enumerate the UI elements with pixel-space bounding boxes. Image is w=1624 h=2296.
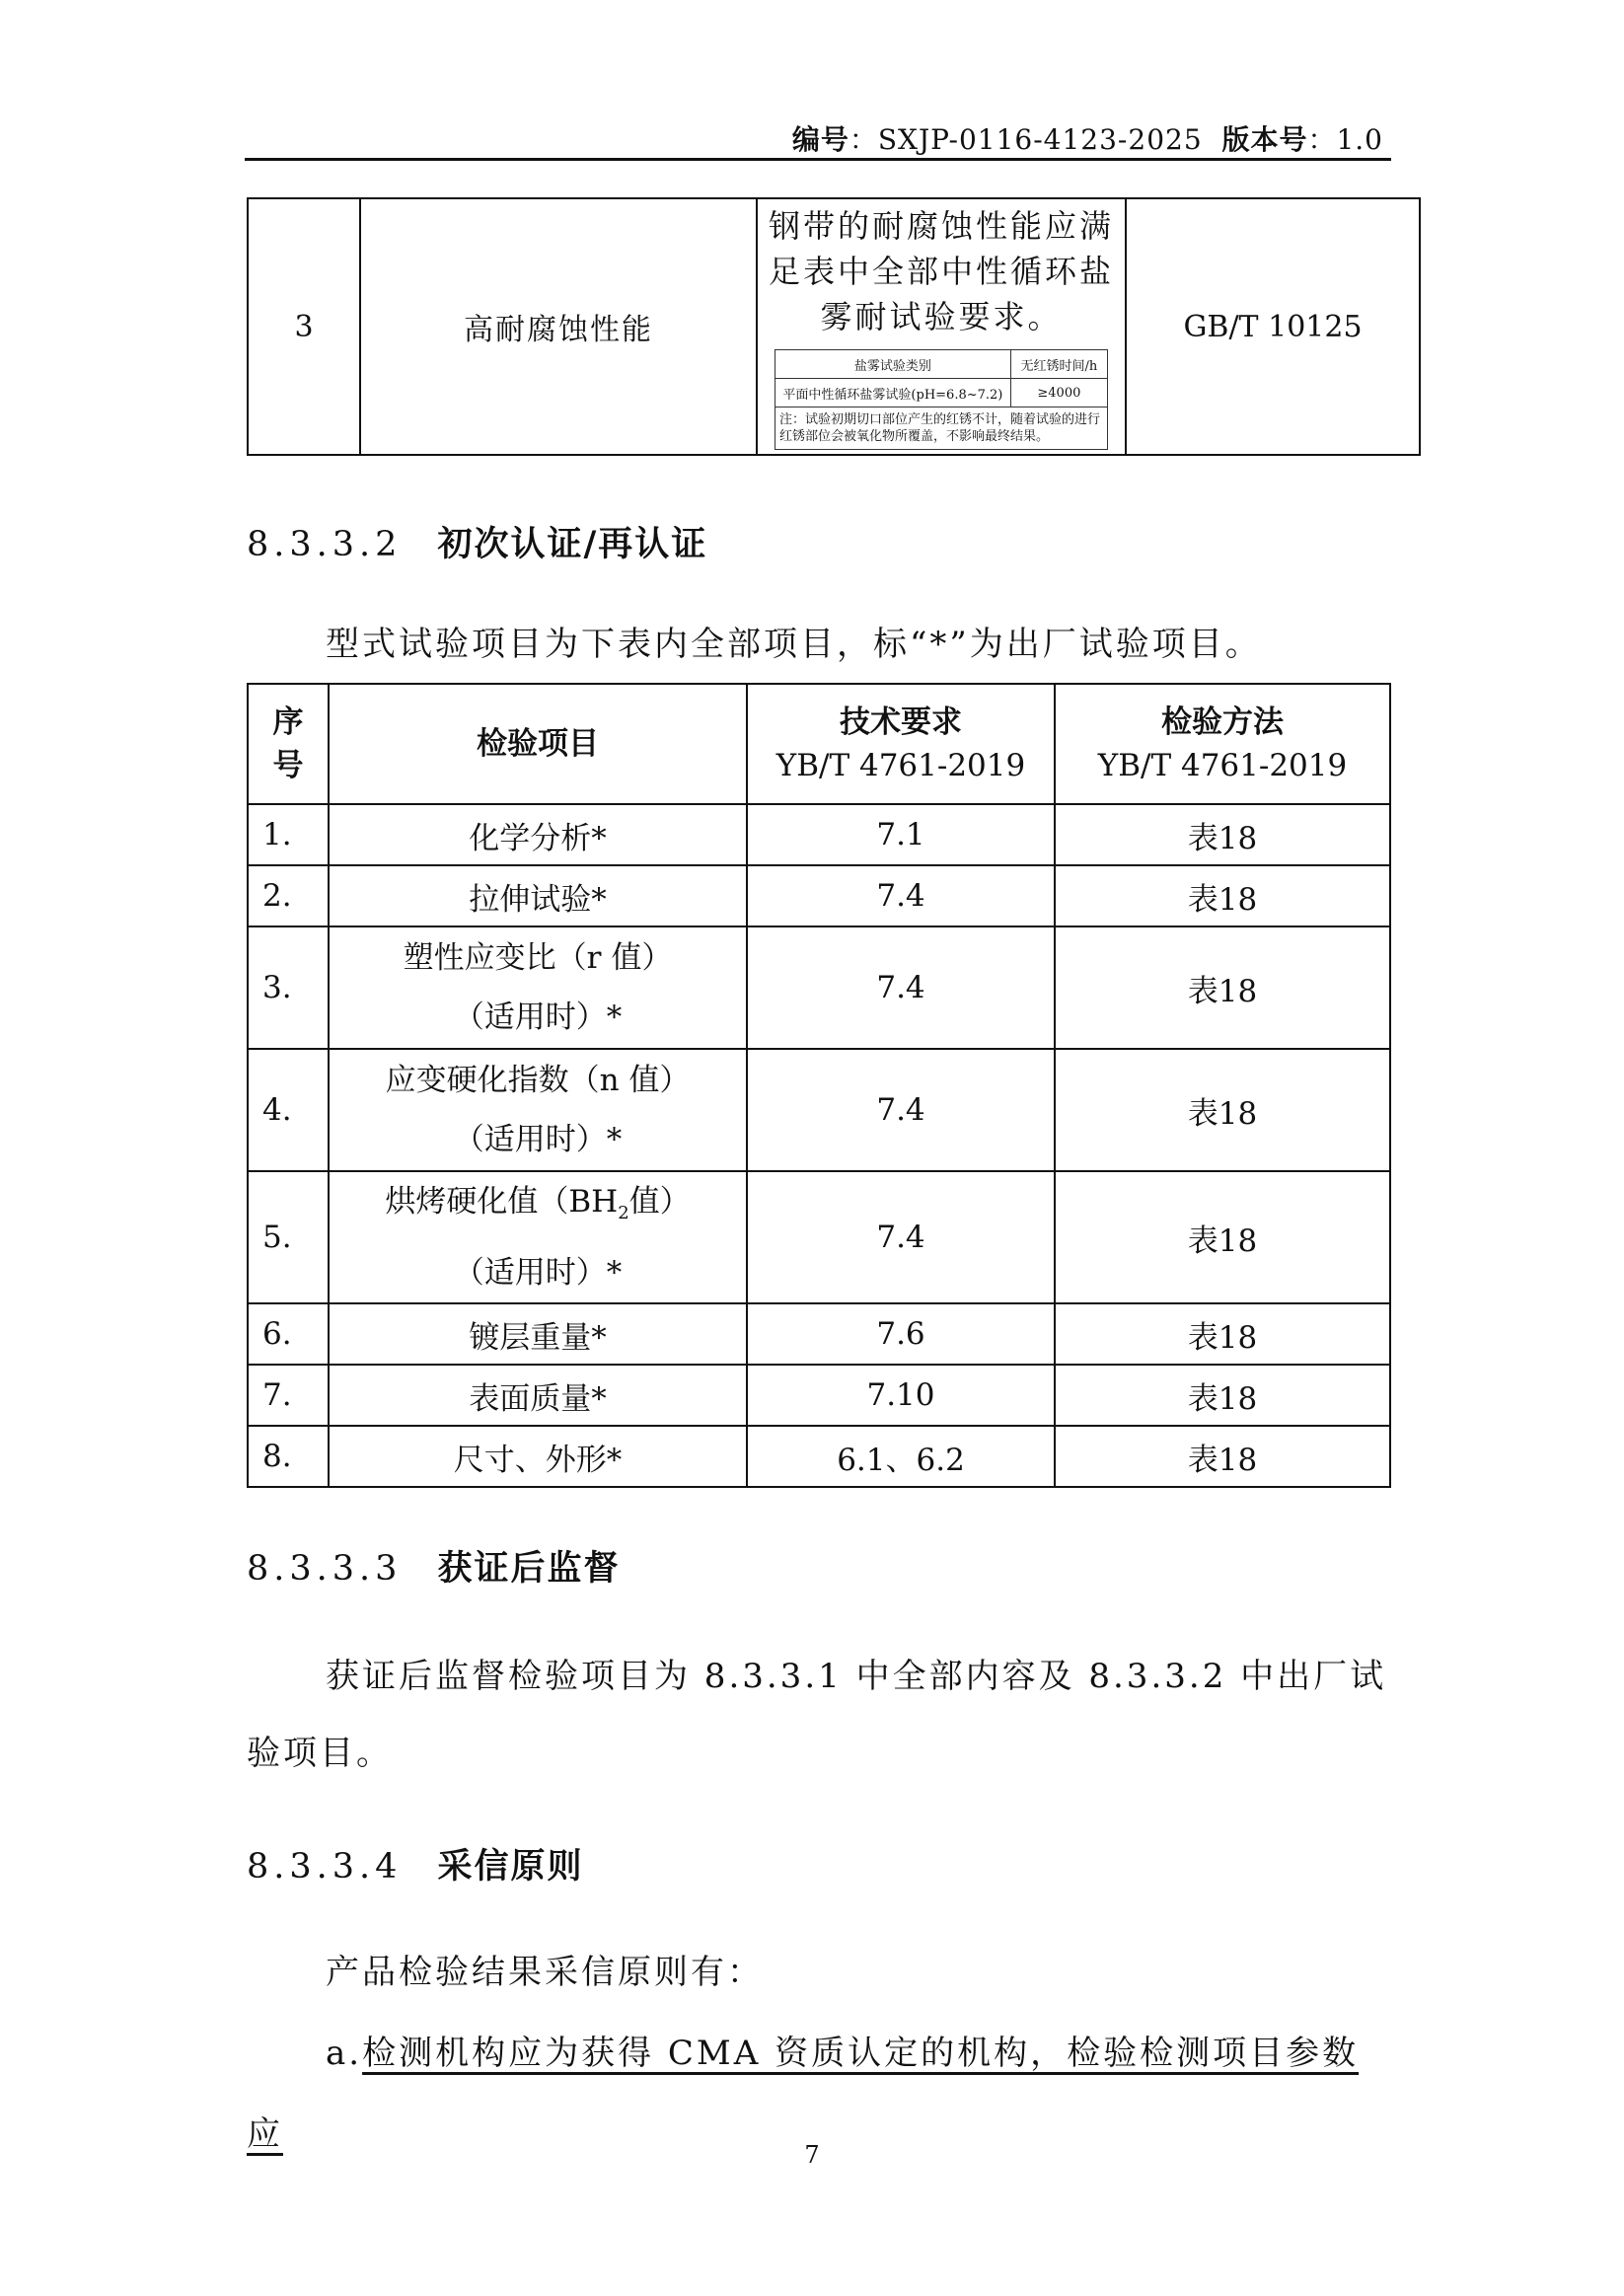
- item-a-text: 检测机构应为获得 CMA 资质认定的机构，检验检测项目参数应: [247, 2034, 1360, 2154]
- row-method: 表18: [1055, 1049, 1390, 1171]
- requirement-text: 钢带的耐腐蚀性能应满足表中全部中性循环盐雾耐试验要求。: [768, 207, 1114, 335]
- table-row: [248, 865, 1390, 926]
- section-8-3-3-3: [247, 1541, 620, 1591]
- table-row: [248, 1171, 1390, 1303]
- row-item: 化学分析*: [329, 804, 747, 865]
- mini-row-value: ≥4000: [1010, 379, 1107, 407]
- row-item-line2: （适用时）*: [453, 1255, 623, 1292]
- test-items-table: [247, 683, 1391, 1488]
- row-item-subscript: 2: [618, 1203, 629, 1224]
- supervision-paragraph: 获证后监督检验项目为 8.3.3.1 中全部内容及 8.3.3.2 中出厂试验项目。: [247, 1657, 1387, 1773]
- row-seq: 1.: [248, 804, 329, 865]
- table-row: [248, 926, 1390, 1049]
- row-item: 镀层重量*: [329, 1303, 747, 1365]
- row-item: [329, 1171, 747, 1303]
- row-item-part-b: 值）: [628, 1184, 691, 1220]
- row-item-line1: 应变硬化指数（n 值）: [385, 1063, 691, 1098]
- code-value: ：SXJP-0116-4123-2025: [849, 123, 1203, 156]
- row-item: [329, 1049, 747, 1171]
- section-number: 8.3.3.4: [247, 1847, 403, 1887]
- row-item: [329, 926, 747, 1049]
- row-item: 拉伸试验*: [329, 865, 747, 926]
- row-method: 表18: [1055, 865, 1390, 926]
- row-method: 表18: [1055, 926, 1390, 1049]
- header-method-text: 检验方法: [1161, 704, 1284, 740]
- row-method: 表18: [1055, 804, 1390, 865]
- section-number: 8.3.3.3: [247, 1549, 403, 1589]
- document-code: [792, 118, 1383, 158]
- intro-paragraph: 型式试验项目为下表内全部项目，标“*”为出厂试验项目。: [326, 625, 1262, 664]
- header-seq: [248, 684, 329, 804]
- header-seq-text: 序号: [272, 704, 304, 783]
- row-requirement: 7.10: [747, 1365, 1055, 1426]
- row-requirement: 7.6: [747, 1303, 1055, 1365]
- page-number: 7: [804, 2141, 820, 2169]
- header-requirement-text: 技术要求: [840, 704, 962, 740]
- section-title: 获证后监督: [437, 1548, 621, 1589]
- row-item: 表面质量*: [329, 1365, 747, 1426]
- section-8-3-3-2: [247, 517, 707, 566]
- row-requirement: 7.4: [747, 1049, 1055, 1171]
- row-seq: 7.: [248, 1365, 329, 1426]
- row-item-part-a: 烘烤硬化值（BH: [385, 1184, 619, 1220]
- row-requirement: 6.1、6.2: [747, 1426, 1055, 1487]
- row-item-line2: （适用时）*: [453, 1000, 623, 1035]
- method-cell: GB/T 10125: [1126, 198, 1420, 455]
- row-item: 尺寸、外形*: [329, 1426, 747, 1487]
- table-row: [248, 804, 1390, 865]
- version-label: 版本号: [1221, 123, 1308, 156]
- page-header: [245, 114, 1391, 161]
- row-requirement: 7.1: [747, 804, 1055, 865]
- continued-table: [247, 197, 1421, 456]
- row-seq: 5.: [248, 1171, 329, 1303]
- section-number: 8.3.3.2: [247, 525, 403, 564]
- header-method: [1055, 684, 1390, 804]
- table-row: [248, 1049, 1390, 1171]
- row-method: 表18: [1055, 1426, 1390, 1487]
- row-requirement: 7.4: [747, 1171, 1055, 1303]
- section-8-3-3-4: [247, 1839, 583, 1889]
- row-requirement: 7.4: [747, 926, 1055, 1049]
- row-seq: 4.: [248, 1049, 329, 1171]
- table-row: [248, 1365, 1390, 1426]
- header-requirement-std: YB/T 4761-2019: [775, 748, 1026, 783]
- salt-spray-table: [775, 349, 1108, 450]
- row-item-line1: 塑性应变比（r 值）: [403, 940, 673, 976]
- requirement-cell: [757, 198, 1126, 455]
- table-row: [248, 1303, 1390, 1365]
- mini-note: 注：试验初期切口部位产生的红锈不计，随着试验的进行红锈部位会被氧化物所覆盖，不影响最终结果。: [775, 407, 1108, 450]
- version-value: ：1.0: [1307, 123, 1383, 156]
- header-requirement: [747, 684, 1055, 804]
- item-prefix: a.: [326, 2034, 363, 2073]
- row-method: 表18: [1055, 1171, 1390, 1303]
- row-item-line1: [330, 1172, 746, 1243]
- row-seq: 8.: [248, 1426, 329, 1487]
- principle-paragraph: 产品检验结果采信原则有：: [326, 1953, 764, 1992]
- row-seq: 2.: [248, 865, 329, 926]
- row-method: 表18: [1055, 1303, 1390, 1365]
- item-cell: 高耐腐蚀性能: [360, 198, 757, 455]
- seq-cell: 3: [248, 198, 360, 455]
- code-label: 编号: [791, 123, 849, 156]
- row-requirement: 7.4: [747, 865, 1055, 926]
- mini-header-2: 无红锈时间/h: [1010, 350, 1107, 379]
- header-item: 检验项目: [329, 684, 747, 804]
- row-seq: 6.: [248, 1303, 329, 1365]
- row-item-line2: （适用时）*: [453, 1122, 623, 1157]
- mini-header-1: 盐雾试验类别: [775, 350, 1011, 379]
- section-title: 采信原则: [437, 1846, 584, 1887]
- section-title: 初次认证/再认证: [437, 524, 708, 564]
- row-method: 表18: [1055, 1365, 1390, 1426]
- mini-row-name: 平面中性循环盐雾试验(pH=6.8~7.2): [775, 379, 1011, 407]
- table-row: [248, 1426, 1390, 1487]
- row-seq: 3.: [248, 926, 329, 1049]
- header-method-std: YB/T 4761-2019: [1097, 748, 1348, 783]
